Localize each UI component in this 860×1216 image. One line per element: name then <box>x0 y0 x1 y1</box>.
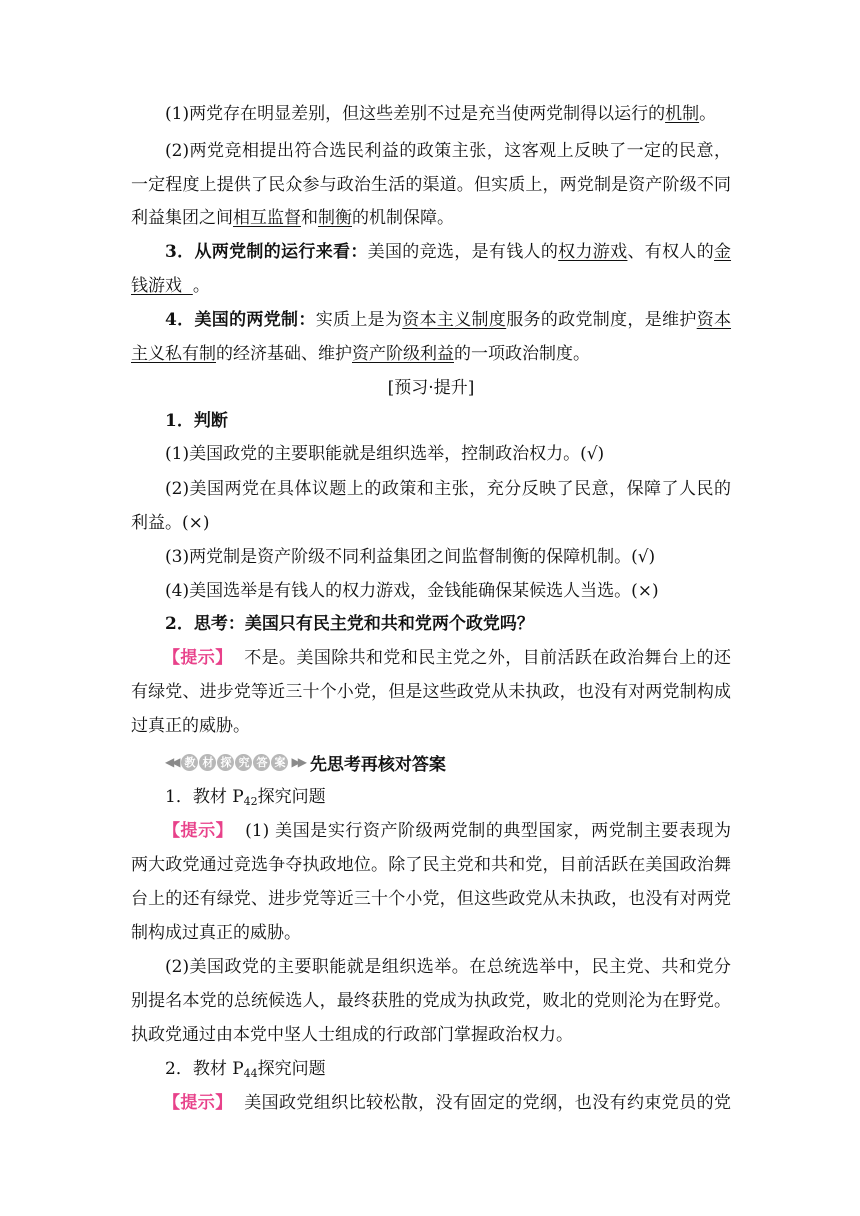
think-question <box>165 612 731 636</box>
para-line-6 <box>131 274 731 298</box>
text: (1)两党存在明显差别，但这些差别不过是充当使两党制得以运行的 <box>165 104 666 124</box>
para-line-8 <box>131 342 731 366</box>
judge-item-4: (4)美国选举是有钱人的权力游戏，金钱能确保某候选人当选。(×) <box>165 581 659 601</box>
answer-banner <box>165 751 446 773</box>
hint2-line-1 <box>131 819 731 843</box>
para-line-7 <box>165 308 731 332</box>
text: 的一项政治制度。 <box>454 344 590 364</box>
text: (1) 美国是实行资产阶级两党制的典型国家，两党制主要表现为 <box>245 821 732 841</box>
hint2-line-2: 两大政党通过竞选争夺执政地位。除了民主党和共和党，目前活跃在美国政治舞 <box>131 855 731 875</box>
text: 和 <box>301 208 318 228</box>
para-line-4 <box>131 206 731 230</box>
hint-tag: 【提示】 <box>163 648 233 668</box>
judge-heading: 1．判断 <box>165 411 228 431</box>
underlined-term: 制衡 <box>318 208 352 228</box>
text: 探究问题 <box>257 1059 326 1079</box>
banner-char: 案 <box>271 754 288 771</box>
point-heading: 4．美国的两党制： <box>165 310 316 330</box>
underlined-term: 金 <box>714 242 732 262</box>
text: 。 <box>192 276 210 296</box>
hint1-line-1 <box>131 646 731 670</box>
underlined-term: 钱游戏 <box>131 276 193 296</box>
judge-item-3: (3)两党制是资产阶级不同利益集团之间监督制衡的保障机制。(√) <box>165 547 656 567</box>
para-line-1 <box>165 102 731 126</box>
text: 2．教材 P <box>165 1059 244 1079</box>
judge-item-2-cont: 利益。(×) <box>131 513 210 533</box>
underlined-term: 资本 <box>696 310 732 330</box>
double-chevron-right-icon: ▶▶ <box>291 755 304 769</box>
hint2-line-3: 台上的还有绿党、进步党等近三十个小党，但这些政党从未执政，也没有对两党 <box>131 889 731 909</box>
hint-tag: 【提示】 <box>163 821 234 841</box>
hint1-line-3: 过真正的威胁。 <box>131 716 250 736</box>
underlined-term: 权力游戏 <box>558 242 628 262</box>
text: 的经济基础、维护 <box>216 344 352 364</box>
text: 、有权人的 <box>627 242 715 262</box>
question-2 <box>165 1057 731 1081</box>
para-line-5 <box>165 240 731 264</box>
text: 2．思考：美国只有民主党和共和党两个政党吗？ <box>165 614 534 634</box>
banner-char: 材 <box>199 754 216 771</box>
point-heading: 3．从两党制的运行来看： <box>165 242 368 262</box>
judge-item-1: (1)美国政党的主要职能就是组织选举，控制政治权力。(√) <box>165 444 605 464</box>
hint3-line-1: (2)美国政党的主要职能就是组织选举。在总统选举中，民主党、共和党分 <box>165 957 731 977</box>
double-chevron-left-icon: ◀◀ <box>165 755 178 769</box>
text: 美国的竞选，是有钱人的 <box>367 242 559 262</box>
underlined-term: 资本主义制度 <box>402 310 507 330</box>
text: 实质上是为 <box>315 310 403 330</box>
page-subscript: 42 <box>243 795 258 808</box>
text: 。 <box>699 104 717 124</box>
hint3-line-3: 执政党通过由本党中坚人士组成的行政部门掌握政治权力。 <box>131 1025 573 1045</box>
section-title: [预习·提升] <box>387 378 475 398</box>
underlined-term: 机制 <box>665 104 700 124</box>
banner-text: 先思考再核对答案 <box>309 754 446 775</box>
hint2-line-4: 制构成过真正的威胁。 <box>131 923 301 943</box>
text: 服务的政党制度，是维护 <box>506 310 697 330</box>
banner-char: 答 <box>253 754 270 771</box>
para-line-2: (2)两党竞相提出符合选民利益的政策主张，这客观上反映了一定的民意， <box>165 141 731 161</box>
hint-tag: 【提示】 <box>163 1093 233 1113</box>
text: 1．教材 P <box>165 787 244 807</box>
page-subscript: 44 <box>243 1067 258 1080</box>
underlined-term: 资产阶级利益 <box>352 344 454 364</box>
judge-item-2: (2)美国两党在具体议题上的政策和主张，充分反映了民意，保障了人民的 <box>165 479 731 499</box>
text: 的机制保障。 <box>352 208 454 228</box>
text: 美国政党组织比较松散，没有固定的党纲，也没有约束党员的党 <box>244 1093 732 1113</box>
banner-char: 教 <box>181 754 198 771</box>
banner-char: 究 <box>235 754 252 771</box>
para-line-3: 一定程度上提供了民众参与政治生活的渠道。但实质上，两党制是资产阶级不同 <box>131 175 731 195</box>
hint1-line-2: 有绿党、进步党等近三十个小党，但是这些政党从未执政，也没有对两党制构成 <box>131 682 731 702</box>
underlined-term: 主义私有制 <box>131 344 216 364</box>
text: 利益集团之间 <box>131 208 233 228</box>
hint3-line-2: 别提名本党的总统候选人，最终获胜的党成为执政党，败北的党则沦为在野党。 <box>131 991 731 1011</box>
text: 不是。美国除共和党和民主党之外，目前活跃在政治舞台上的还 <box>244 648 732 668</box>
underlined-term: 相互监督 <box>233 208 301 228</box>
banner-char: 探 <box>217 754 234 771</box>
question-1 <box>165 785 731 809</box>
text: 探究问题 <box>257 787 326 807</box>
hint4-line-1 <box>131 1091 731 1115</box>
